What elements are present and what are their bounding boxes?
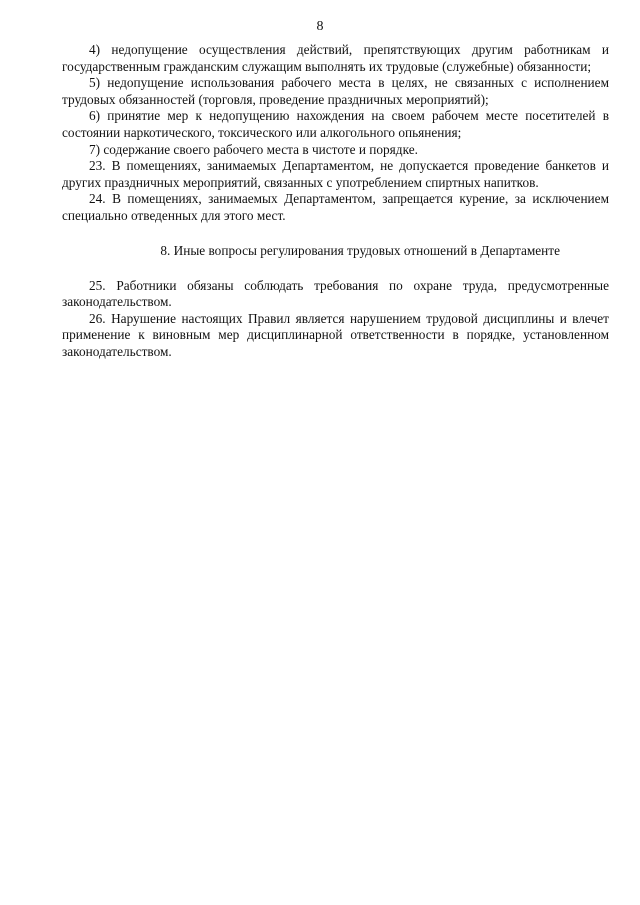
paragraph-clause-26: 26. Нарушение настоящих Правил является нарушением трудовой дисциплины и влечет применение к виновным мер дисциплинарной ответственности в порядке, установленном законодательством. [62, 310, 609, 359]
paragraph-item-7: 7) содержание своего рабочего места в чистоте и порядке. [89, 141, 418, 157]
paragraph-item-5: 5) недопущение использования рабочего места в целях, не связанных с исполнением трудовых обязанностей (торговля, проведение праздничных мероприятий); [62, 75, 609, 107]
paragraph-item-6: 6) принятие мер к недопущению нахождения на своем рабочем месте посетителей в состоянии наркотического, токсического или алкогольного опьянения; [62, 108, 609, 140]
paragraph-item-4: 4) недопущение осуществления действий, препятствующих другим работникам и государственным гражданским служащим выполнять их трудовые (служебные) обязанности; [62, 42, 609, 74]
document-body [62, 42, 609, 361]
section-heading: 8. Иные вопросы регулирования трудовых отношений в Департаменте [160, 242, 560, 258]
paragraph-clause-24: 24. В помещениях, занимаемых Департаментом, запрещается курение, за исключением специально отведенных для этого мест. [62, 191, 609, 223]
paragraph-clause-23: 23. В помещениях, занимаемых Департаментом, не допускается проведение банкетов и других праздничных мероприятий, связанных с употреблением спиртных напитков. [62, 158, 609, 190]
page-number: 8 [316, 19, 324, 34]
paragraph-clause-25: 25. Работники обязаны соблюдать требования по охране труда, предусмотренные законодательством. [62, 277, 609, 310]
